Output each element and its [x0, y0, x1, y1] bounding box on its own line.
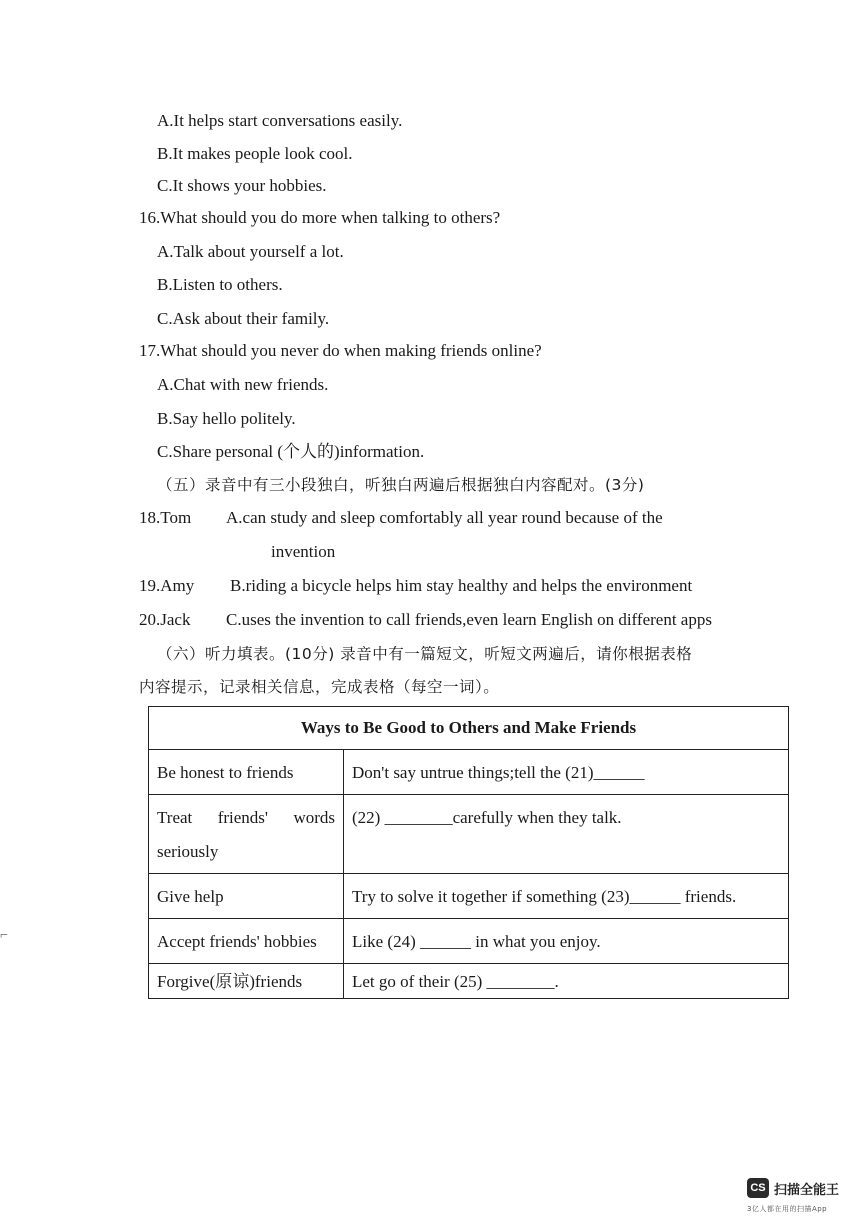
match-item-a-text: A.can study and sleep comfortably all year round because of the: [226, 508, 663, 527]
table-cell-right: Like (24) ______ in what you enjoy.: [344, 919, 789, 964]
table-cell-right: (22) ________carefully when they talk.: [344, 795, 789, 874]
q15-option-a: A.It helps start conversations easily.: [157, 111, 403, 130]
table-cell-left: Be honest to friends: [149, 750, 344, 795]
match-item-c-text: C.uses the invention to call friends,even learn English on different apps: [226, 610, 712, 629]
q16-option-a: A.Talk about yourself a lot.: [157, 242, 344, 261]
table-row: [149, 874, 789, 919]
table-cell-left: Accept friends' hobbies: [149, 919, 344, 964]
table-title: Ways to Be Good to Others and Make Friends: [149, 707, 789, 750]
table-cell-right: Let go of their (25) ________.: [344, 964, 789, 999]
scanner-logo: [747, 1178, 839, 1198]
section6-heading-line1: （六）听力填表。(10分) 录音中有一篇短文，听短文两遍后，请你根据表格: [157, 645, 693, 663]
match-item-a-text-cont: invention: [271, 542, 336, 561]
table-cell-left: Forgive(原谅)friends: [149, 964, 344, 999]
q15-option-b: B.It makes people look cool.: [157, 144, 353, 163]
table-cell-left: Treat friends' words seriously: [149, 795, 344, 874]
section5-heading: （五）录音中有三小段独白，听独白两遍后根据独白内容配对。(3分): [157, 476, 645, 494]
q16-option-b: B.Listen to others.: [157, 275, 283, 294]
q17-option-c: C.Share personal (个人的)information.: [157, 442, 425, 461]
q17-option-a: A.Chat with new friends.: [157, 375, 329, 394]
q15-option-c: C.It shows your hobbies.: [157, 176, 327, 195]
table-row: [149, 919, 789, 964]
table-cell-right: Try to solve it together if something (23)______ friends.: [344, 874, 789, 919]
q17-option-b: B.Say hello politely.: [157, 409, 296, 428]
margin-mark: ⌐: [0, 928, 8, 943]
section6-heading-line2: 内容提示，记录相关信息，完成表格（每空一词）。: [139, 678, 500, 696]
q17-question: 17.What should you never do when making friends online?: [139, 341, 542, 360]
scanner-app-name: 扫描全能王: [774, 1182, 840, 1198]
table-row: [149, 964, 789, 999]
match-item-19-name: 19.Amy: [139, 576, 195, 595]
q16-option-c: C.Ask about their family.: [157, 309, 330, 328]
table-row: [149, 750, 789, 795]
scanner-tagline: 3亿人都在用的扫描App: [747, 1205, 828, 1213]
match-item-18-name: 18.Tom: [139, 508, 192, 527]
ways-table: [148, 706, 789, 999]
q16-question: 16.What should you do more when talking to others?: [139, 208, 501, 227]
table-cell-left: Give help: [149, 874, 344, 919]
cs-logo-icon: CS: [747, 1178, 769, 1198]
match-item-b-text: B.riding a bicycle helps him stay healthy and helps the environment: [230, 576, 693, 595]
table-cell-right: Don't say untrue things;tell the (21)______: [344, 750, 789, 795]
table-row: [149, 795, 789, 874]
match-item-20-name: 20.Jack: [139, 610, 191, 629]
